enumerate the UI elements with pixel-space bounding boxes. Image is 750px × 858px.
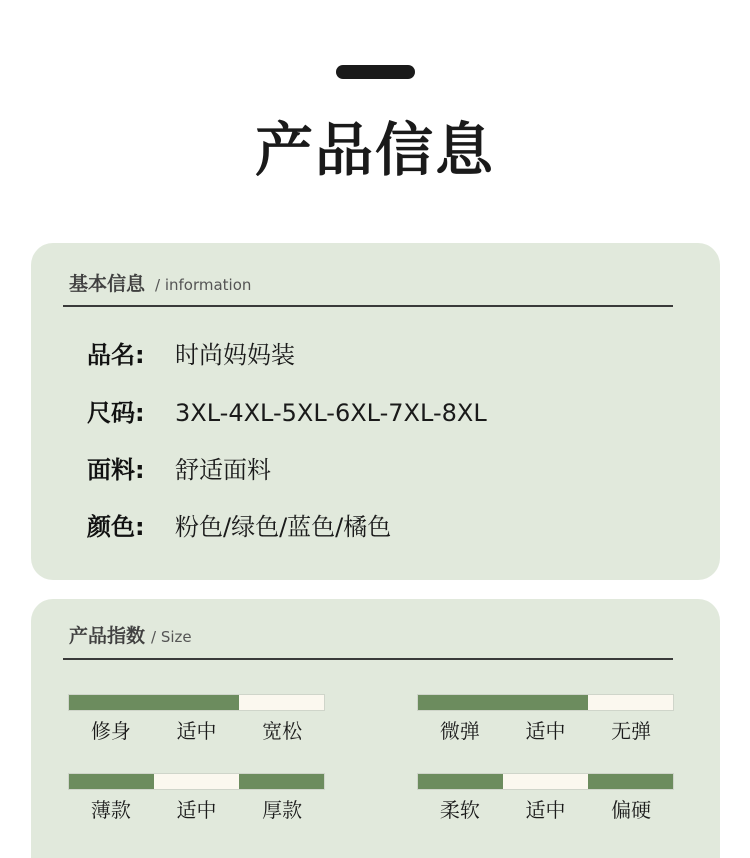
basic-info-header [69, 269, 251, 295]
info-row-name [87, 337, 295, 373]
product-index-title: 产品指数 [69, 625, 146, 647]
gauge-segment [69, 695, 154, 710]
product-index-header [69, 621, 192, 647]
basic-info-subtitle: / information [155, 276, 252, 294]
gauge-track [68, 773, 325, 790]
gauge-label: 无弹 [611, 719, 652, 743]
gauge-track [68, 694, 325, 711]
gauge-segment [503, 774, 588, 789]
gauge-label: 薄款 [90, 798, 131, 822]
decorative-top-bar [336, 65, 415, 79]
gauge-segment [418, 695, 503, 710]
page-title: 产品信息 [254, 116, 495, 184]
product-index-card [31, 599, 720, 858]
gauge-track [417, 773, 674, 790]
gauge-label: 修身 [90, 719, 131, 743]
info-value: 3XL-4XL-5XL-6XL-7XL-8XL [175, 399, 487, 427]
basic-info-card [31, 243, 720, 580]
gauge-label: 适中 [525, 719, 566, 743]
gauge-segment [154, 774, 239, 789]
info-value: 时尚妈妈装 [175, 341, 295, 369]
gauge-segment [239, 774, 324, 789]
gauge-segment [69, 774, 154, 789]
info-value: 舒适面料 [175, 456, 271, 484]
product-index-divider [63, 658, 673, 660]
gauge-label: 微弹 [439, 719, 480, 743]
gauge-softness [417, 773, 674, 824]
gauge-segment [239, 695, 324, 710]
gauge-label: 偏硬 [611, 798, 652, 822]
info-row-color [87, 509, 391, 545]
gauge-stretch [417, 694, 674, 745]
gauge-thickness [68, 773, 325, 824]
gauge-segment [588, 695, 673, 710]
gauge-segment [503, 695, 588, 710]
info-key: 面料: [87, 456, 145, 484]
gauge-label: 适中 [176, 798, 217, 822]
gauge-label: 适中 [525, 798, 566, 822]
product-index-subtitle: / Size [151, 628, 192, 646]
gauge-segment [154, 695, 239, 710]
gauge-fit [68, 694, 325, 745]
info-row-size [87, 395, 487, 431]
info-value: 粉色/绿色/蓝色/橘色 [175, 513, 392, 541]
gauge-label: 厚款 [262, 798, 303, 822]
gauge-label: 宽松 [262, 719, 303, 743]
gauge-segment [588, 774, 673, 789]
info-row-fabric [87, 452, 271, 488]
info-key: 颜色: [87, 513, 145, 541]
info-key: 品名: [87, 341, 145, 369]
basic-info-divider [63, 305, 673, 307]
gauge-label: 适中 [176, 719, 217, 743]
info-key: 尺码: [87, 399, 145, 427]
gauge-track [417, 694, 674, 711]
gauge-segment [418, 774, 503, 789]
basic-info-title: 基本信息 [69, 273, 146, 295]
gauge-label: 柔软 [439, 798, 480, 822]
